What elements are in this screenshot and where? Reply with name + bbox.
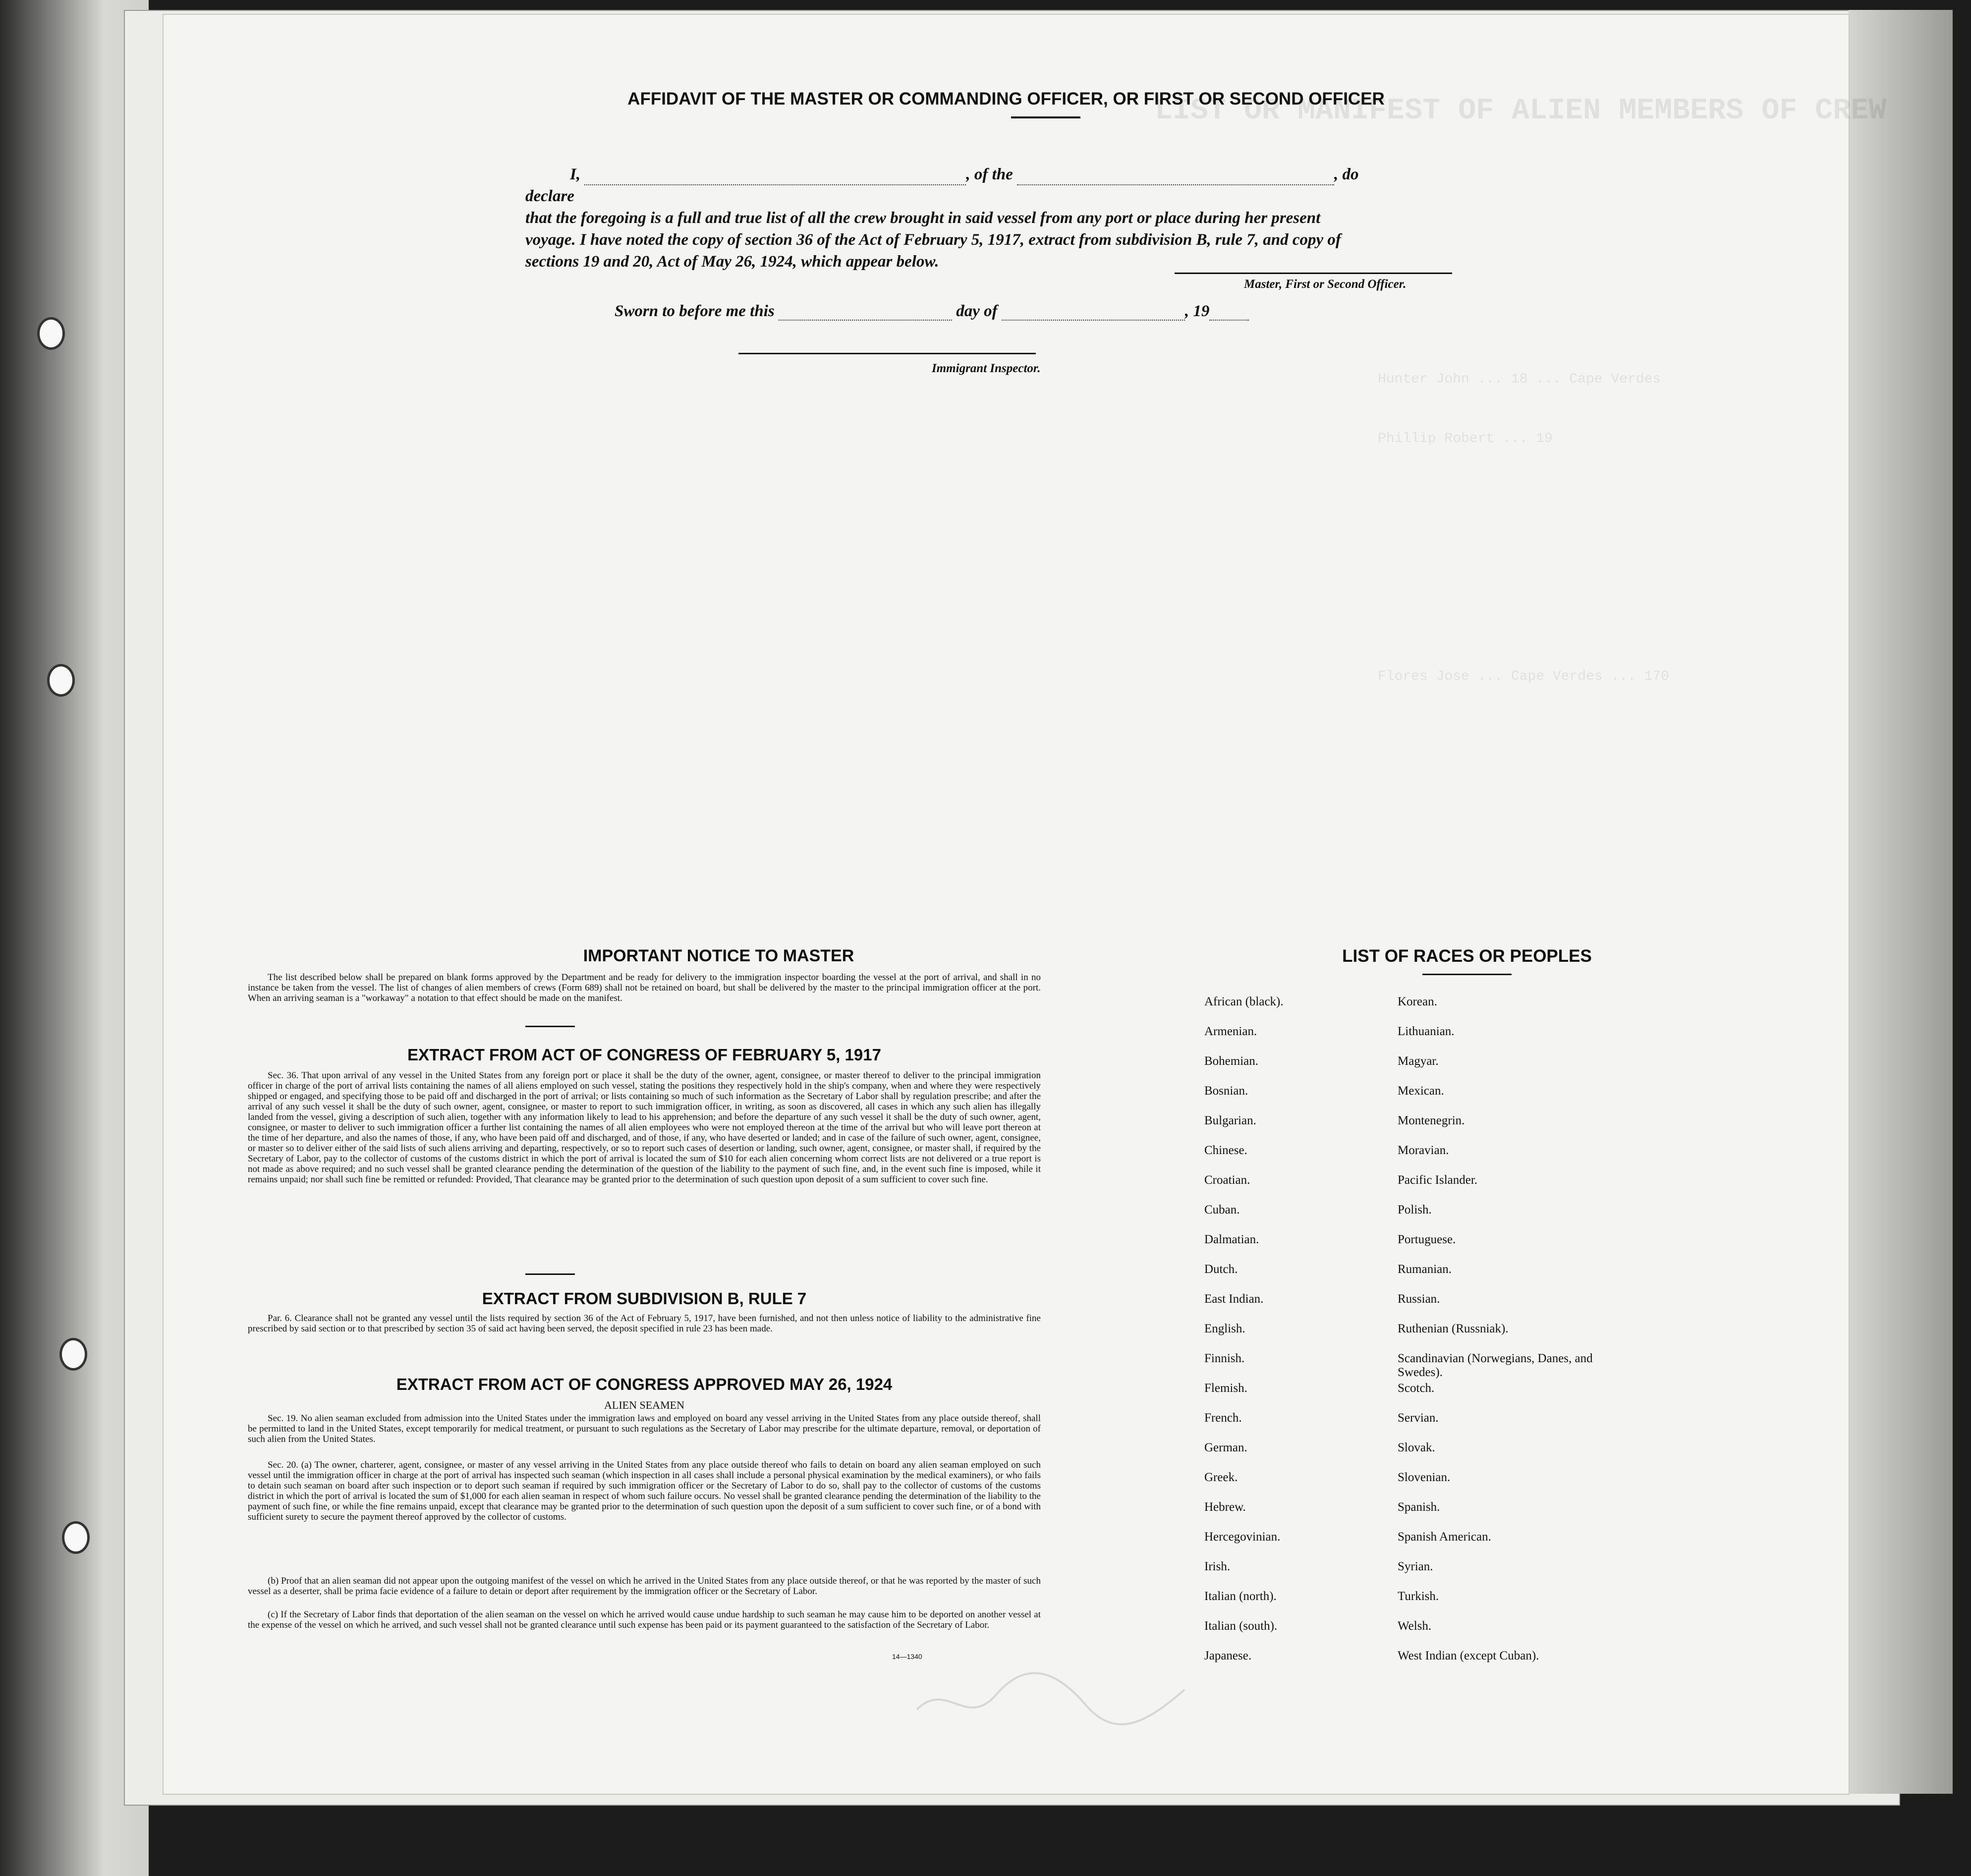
- sworn-line: [615, 302, 1249, 321]
- race-item: Russian.: [1398, 1292, 1440, 1306]
- race-item: Hebrew.: [1204, 1500, 1246, 1514]
- race-item: African (black).: [1204, 995, 1284, 1008]
- race-item: Dalmatian.: [1204, 1233, 1259, 1246]
- extract-1917-title: EXTRACT FROM ACT OF CONGRESS OF FEBRUARY 5, 1917: [407, 1046, 881, 1064]
- races-divider: [1422, 974, 1512, 975]
- race-item: Mexican.: [1398, 1084, 1444, 1098]
- race-item: Dutch.: [1204, 1263, 1238, 1276]
- right-page-strip: [1849, 10, 1953, 1794]
- bleed-through-rows: Flores Jose ... Cape Verdes ... 170: [1378, 669, 1670, 684]
- race-item: Japanese.: [1204, 1649, 1252, 1662]
- name-blank: [584, 184, 966, 185]
- race-item: Italian (north).: [1204, 1590, 1277, 1603]
- races-title: LIST OF RACES OR PEOPLES: [1342, 946, 1592, 966]
- inspector-signature-line: [738, 353, 1036, 354]
- extract-1924-subtitle: ALIEN SEAMEN: [604, 1399, 684, 1411]
- sworn-text: Sworn to before me this: [615, 302, 775, 320]
- race-item: Italian (south).: [1204, 1619, 1278, 1633]
- race-item: Slovenian.: [1398, 1471, 1451, 1484]
- year-prefix: , 19: [1184, 302, 1210, 320]
- race-item: Servian.: [1398, 1411, 1439, 1425]
- handwriting-mark: [907, 1650, 1353, 1749]
- sec20c-text: (c) If the Secretary of Labor finds that deportation of the alien seaman on the vessel on which he arrived would cause undue hardship to such seaman he may cause him to be deported on another vessel at the expense of the vessel on which he arrived, and such vessel shall not be granted clearance until such expense has been paid or its payment guaranteed to the satisfaction of the Secretary of Labor.: [248, 1609, 1041, 1630]
- race-item: Korean.: [1398, 995, 1437, 1008]
- title-divider: [1011, 116, 1080, 118]
- month-blank: [1002, 320, 1185, 321]
- race-item: Bohemian.: [1204, 1054, 1259, 1068]
- declaration-of: , of the: [966, 166, 1013, 183]
- race-item: Finnish.: [1204, 1352, 1245, 1365]
- race-item: Moravian.: [1398, 1144, 1449, 1157]
- race-item: Scotch.: [1398, 1381, 1435, 1395]
- race-item: Greek.: [1204, 1471, 1238, 1484]
- notice-title: IMPORTANT NOTICE TO MASTER: [583, 946, 854, 965]
- divider: [525, 1026, 575, 1027]
- race-item: West Indian (except Cuban).: [1398, 1649, 1539, 1662]
- declaration-text: that the foregoing is a full and true list of all the crew brought in said vessel from any port or place during her present voyage. I have noted the copy of section 36 of the Act of February 5, 1917, extract from subdivision B, rule 7, and copy of sections 19 and 20, Act of May 26, 1924, which appear below.: [525, 209, 1341, 271]
- race-item: Pacific Islander.: [1398, 1173, 1478, 1187]
- master-signature-line: [1175, 273, 1452, 274]
- race-item: Scandinavian (Norwegians, Danes, and Swedes).: [1398, 1352, 1593, 1379]
- master-signature-label: Master, First or Second Officer.: [1244, 277, 1407, 291]
- race-item: Irish.: [1204, 1560, 1231, 1573]
- sec20a-text: Sec. 20. (a) The owner, charterer, agent, consignee, or master of any vessel arriving in the United States from any place outside thereof who fails to detain on board any alien seaman employed on such vessel until the immigration officer in charge at the port of arrival has inspected such seaman (which inspection in all cases shall include a personal physical examination by the medical examiners), or who fails to detain such seaman on board after such inspection or to deport such seaman if required by such immigration officer or the Secretary of Labor to do so, shall pay to the collector of customs of the customs district in which the port of arrival is located the sum of $1,000 for each alien seaman in respect of whom such failure occurs. No vessel shall be granted clearance pending the determination of the liability to the payment of such fine, or while the fine remains unpaid, except that clearance may be granted prior to the determination of such question upon the deposit of a sum sufficient to cover such fine, or of a bond with sufficient surety to secure the payment thereof approved by the collector of customs.: [248, 1460, 1041, 1522]
- binder-hole: [59, 1338, 87, 1371]
- binder-hole: [37, 317, 65, 350]
- races-left-column: [1204, 995, 1393, 1679]
- notice-text: The list described below shall be prepared on blank forms approved by the Department and be ready for delivery to the immigration inspector boarding the vessel at the port of arrival, and shall in no instance be taken from the vessel. The list of changes of alien members of crews (Form 689) shall not be retained on board, but shall be delivered by the master to the principal immigration officer at the port. When an arriving seaman is a "workaway" a notation to that effect should be made on the manifest.: [248, 972, 1041, 1003]
- race-item: Spanish.: [1398, 1500, 1440, 1514]
- race-item: Rumanian.: [1398, 1263, 1452, 1276]
- day-blank: [779, 320, 952, 321]
- affidavit-title: AFFIDAVIT OF THE MASTER OR COMMANDING OFFICER, OR FIRST OR SECOND OFFICER: [627, 89, 1385, 109]
- race-item: Syrian.: [1398, 1560, 1433, 1573]
- divider: [525, 1273, 575, 1275]
- extract-rule7-text: Par. 6. Clearance shall not be granted any vessel until the lists required by section 36 of the Act of February 5, 1917, have been furnished, and not then unless notice of liability to the administrative fine prescribed by said section or to that prescribed by section 35 of said act having been served, the deposit specified in rule 23 has been made.: [248, 1313, 1041, 1334]
- declaration-i: I,: [570, 166, 581, 183]
- race-item: Ruthenian (Russniak).: [1398, 1322, 1509, 1335]
- race-item: Armenian.: [1204, 1025, 1257, 1038]
- extract-1917-text: Sec. 36. That upon arrival of any vessel in the United States from any foreign port or place it shall be the duty of the owner, agent, consignee, or master thereof to deliver to the principal immigration officer in charge of the port of arrival lists containing the names of all aliens employed on such vessel, stating the positions they respectively hold in the ship's company, when and where they were respectively shipped or engaged, and specifying those to be paid off and discharged in the port of arrival; or lists containing so much of such information as the Secretary of Labor shall by regulation prescribe; and after the arrival of any such vessel it shall be the duty of such owner, agent, consignee, or master to report to such immigration officer, in writing, as soon as discovered, all cases in which any such alien has illegally landed from the vessel, giving a description of such alien, together with any information likely to lead to his apprehension; and before the departure of any such vessel it shall be the duty of such owner, agent, consignee, or master to deliver to such immigration officer a further list containing the names of all alien employees who were not employed thereon at the time of the arrival but who will leave port thereon at the time of her departure, and also the names of those, if any, who have been paid off and discharged, and of those, if any, who have deserted or landed; and in case of the failure of such owner, agent, consignee, or master so to deliver either of the said lists of such aliens arriving and departing, respectively, or so to report such cases of desertion or landing, such owner, agent, consignee, or master shall, if required by the Secretary of Labor, pay to the collector of customs of the customs district in which the port of arrival is located the sum of $10 for each alien concerning whom correct lists are not delivered or a true report is not made as above required; and no such vessel shall be granted clearance pending the determination of the question of the liability to the payment of such fine, and, in the event such fine is imposed, while it remains unpaid; nor shall such fine be remitted or refunded: Provided, That clearance may be granted prior to the determination of such question upon deposit of a sum sufficient to cover such fine.: [248, 1070, 1041, 1185]
- extract-1924-title: EXTRACT FROM ACT OF CONGRESS APPROVED MAY 26, 1924: [396, 1375, 893, 1393]
- declaration-line: [525, 164, 1368, 207]
- race-item: Bosnian.: [1204, 1084, 1248, 1098]
- races-right-column: [1398, 995, 1596, 1679]
- inspector-label: Immigrant Inspector.: [932, 362, 1041, 375]
- race-item: German.: [1204, 1441, 1247, 1454]
- race-item: Welsh.: [1398, 1619, 1432, 1633]
- declaration-declare: , do declare: [525, 166, 1359, 205]
- race-item: Cuban.: [1204, 1203, 1240, 1216]
- race-item: Bulgarian.: [1204, 1114, 1256, 1127]
- race-item: Magyar.: [1398, 1054, 1439, 1068]
- race-item: Lithuanian.: [1398, 1025, 1455, 1038]
- form-number: 14—1340: [892, 1653, 922, 1660]
- race-item: Croatian.: [1204, 1173, 1250, 1187]
- race-item: Spanish American.: [1398, 1530, 1491, 1544]
- race-item: Montenegrin.: [1398, 1114, 1465, 1127]
- bleed-through-rows: Phillip Robert ... 19: [1378, 431, 1553, 446]
- race-item: English.: [1204, 1322, 1245, 1335]
- sec20b-text: (b) Proof that an alien seaman did not appear upon the outgoing manifest of the vessel on which he arrived in the United States from any place outside thereof, or that he was reported by the master of such vessel as a deserter, shall be prima facie evidence of a failure to detain or deport after requirement by the immigration officer or the Secretary of Labor.: [248, 1576, 1041, 1597]
- race-item: Chinese.: [1204, 1144, 1247, 1157]
- bleed-through-heading: LIST OR MANIFEST OF ALIEN MEMBERS OF CREW: [1155, 94, 1887, 128]
- sec19-text: Sec. 19. No alien seaman excluded from admission into the United States under the immigration laws and employed on board any vessel arriving in the United States from any place outside thereof, shall be permitted to land in the United States, except temporarily for medical treatment, or pursuant to such regulations as the Secretary of Labor may prescribe for the ultimate departure, removal, or deportation of such alien from the United States.: [248, 1413, 1041, 1444]
- document-page: [164, 15, 1887, 1794]
- year-blank: [1209, 320, 1249, 321]
- race-item: Turkish.: [1398, 1590, 1439, 1603]
- binder-hole: [62, 1521, 90, 1554]
- race-item: French.: [1204, 1411, 1242, 1425]
- race-item: Flemish.: [1204, 1381, 1247, 1395]
- race-item: Polish.: [1398, 1203, 1432, 1216]
- bleed-through-rows: Hunter John ... 18 ... Cape Verdes: [1378, 372, 1661, 387]
- binder-hole: [47, 664, 75, 697]
- extract-rule7-title: EXTRACT FROM SUBDIVISION B, RULE 7: [482, 1289, 807, 1308]
- affidavit-body: [525, 164, 1368, 273]
- race-item: Hercegovinian.: [1204, 1530, 1281, 1544]
- day-of-text: day of: [956, 302, 998, 320]
- race-item: Portuguese.: [1398, 1233, 1456, 1246]
- race-item: East Indian.: [1204, 1292, 1264, 1306]
- race-item: Slovak.: [1398, 1441, 1435, 1454]
- vessel-blank: [1017, 184, 1334, 185]
